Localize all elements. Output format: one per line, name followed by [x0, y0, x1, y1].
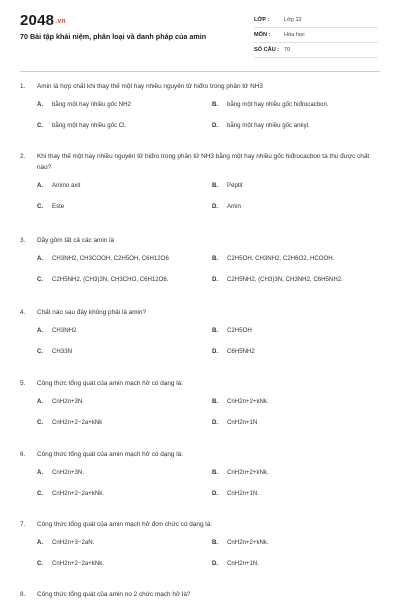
- option-d[interactable]: [212, 203, 241, 210]
- question-7: [20, 519, 380, 574]
- option-text: bằng một hay nhiều gốc Cl.: [52, 122, 127, 129]
- question-text: Công thức tổng quát của amin mạch hở có dạng là:: [37, 451, 183, 458]
- question-text-line: [20, 378, 380, 389]
- option-a[interactable]: [37, 182, 80, 189]
- question-text: Công thức tổng quát của amin no 2 chức mạch hở là?: [37, 591, 191, 598]
- option-d[interactable]: [212, 560, 259, 567]
- option-text: CnH2n+3N.: [52, 469, 85, 476]
- option-text: C2H5OH, CH3NH2, C2H6O2, HCOOH.: [227, 255, 335, 262]
- option-b[interactable]: [212, 327, 252, 334]
- option-a[interactable]: [37, 539, 94, 546]
- option-c[interactable]: [37, 419, 102, 426]
- question-8: [20, 589, 380, 600]
- option-c[interactable]: [37, 348, 72, 355]
- question-number: 8.: [20, 591, 26, 598]
- option-b[interactable]: [212, 101, 329, 108]
- option-b[interactable]: [212, 469, 269, 476]
- answer-options: [20, 389, 380, 433]
- option-a[interactable]: [37, 101, 131, 108]
- answer-options: [20, 92, 380, 136]
- question-number: 1.: [20, 83, 26, 90]
- logo-text: 2048: [20, 12, 55, 29]
- option-label: B.: [212, 539, 219, 546]
- option-d[interactable]: [212, 419, 257, 426]
- answer-options: [20, 318, 380, 362]
- option-text: CnH2n+3−2aN.: [52, 539, 95, 546]
- option-label: C.: [37, 490, 44, 497]
- question-3: [20, 235, 380, 290]
- option-text: Este: [52, 203, 65, 210]
- option-text: CnH2n+3N.: [52, 398, 85, 405]
- option-text: CH3NH2: [52, 327, 77, 334]
- question-text-line: [20, 307, 380, 318]
- meta-key: MÔN :: [254, 32, 271, 38]
- option-text: CnH2n+1N: [227, 419, 258, 426]
- document-header: [0, 0, 400, 70]
- option-d[interactable]: [212, 276, 343, 283]
- meta-value: Lớp 12: [284, 17, 302, 23]
- question-text: Khi thay thế một hay nhiều nguyên tử hiđro trong phân tử NH3 bằng một hay nhiều gốc hiđrocacbon ta thu được chất nào?: [37, 153, 370, 171]
- option-a[interactable]: [37, 398, 84, 405]
- option-d[interactable]: [212, 490, 259, 497]
- meta-row-class: [254, 15, 378, 28]
- option-c[interactable]: [37, 490, 104, 497]
- option-label: B.: [212, 101, 219, 108]
- option-b[interactable]: [212, 539, 269, 546]
- option-label: B.: [212, 469, 219, 476]
- option-c[interactable]: [37, 276, 169, 283]
- answer-options: [20, 530, 380, 574]
- question-number: 4.: [20, 309, 26, 316]
- question-text: Công thức tổng quát của amin mạch hở có dạng là:: [37, 380, 183, 387]
- option-label: C.: [37, 348, 44, 355]
- meta-value: 70: [284, 47, 291, 53]
- option-label: B.: [212, 182, 219, 189]
- document-title: 70 Bài tập khái niệm, phân loại và danh pháp của amin: [20, 32, 207, 41]
- option-text: CH3NH2, CH3COOH, C2H5OH, C6H12O6: [52, 255, 169, 262]
- option-label: C.: [37, 560, 44, 567]
- option-text: Peptit: [227, 182, 243, 189]
- question-6: [20, 449, 380, 504]
- option-text: CnH2n+2−2a+kNk.: [52, 560, 104, 567]
- question-number: 3.: [20, 237, 26, 244]
- question-text-line: [20, 151, 380, 173]
- option-text: C6H5NH2: [227, 348, 255, 355]
- option-label: A.: [37, 101, 44, 108]
- option-text: CnH2n+2+kNk.: [227, 398, 269, 405]
- option-text: CnH2n+1N.: [227, 560, 260, 567]
- option-label: C.: [37, 122, 44, 129]
- option-a[interactable]: [37, 469, 84, 476]
- option-text: CnH2n+2+kNk.: [227, 469, 269, 476]
- question-number: 5.: [20, 380, 26, 387]
- option-text: C2H5NH2, (CH3)3N, CH3CHO, C6H12O6.: [52, 276, 169, 283]
- answer-options: [20, 173, 380, 217]
- option-label: A.: [37, 327, 44, 334]
- option-text: CnH2n+2−2a+kNk.: [52, 490, 104, 497]
- question-text-line: [20, 449, 380, 460]
- question-text-line: [20, 589, 380, 600]
- meta-row-subject: [254, 30, 378, 43]
- option-label: B.: [212, 327, 219, 334]
- option-label: A.: [37, 469, 44, 476]
- option-label: C.: [37, 276, 44, 283]
- option-d[interactable]: [212, 122, 310, 129]
- site-logo[interactable]: [20, 12, 66, 29]
- option-a[interactable]: [37, 327, 76, 334]
- question-text: Amin là hợp chất khi thay thế một hay nhiều nguyên tử hiđro trong phân tử NH3: [37, 83, 263, 90]
- question-text-line: [20, 519, 380, 530]
- option-label: B.: [212, 398, 219, 405]
- option-label: B.: [212, 255, 219, 262]
- question-text: Công thức tổng quát của amin mạch hở đơn chức có dạng là:: [37, 521, 213, 528]
- option-text: C2H5OH: [227, 327, 252, 334]
- option-label: A.: [37, 398, 44, 405]
- option-label: D.: [212, 276, 219, 283]
- question-text: Chất nào sau đây không phải là amin?: [37, 309, 147, 316]
- question-number: 6.: [20, 451, 26, 458]
- option-label: D.: [212, 560, 219, 567]
- meta-key: SỐ CÂU :: [254, 47, 280, 53]
- question-4: [20, 307, 380, 362]
- question-1: [20, 81, 380, 136]
- option-d[interactable]: [212, 348, 255, 355]
- meta-key: LỚP :: [254, 17, 270, 23]
- option-text: bằng một hay nhiều gốc NH2: [52, 101, 131, 108]
- option-label: A.: [37, 255, 44, 262]
- header-divider: [20, 71, 380, 72]
- question-number: 2.: [20, 153, 26, 160]
- option-label: D.: [212, 419, 219, 426]
- meta-row-count: [254, 45, 378, 58]
- option-a[interactable]: [37, 255, 169, 262]
- logo-suffix: .vn: [55, 18, 66, 25]
- meta-value: Hóa học: [284, 32, 305, 38]
- question-text-line: [20, 235, 380, 246]
- option-text: CnH2n+2−2a+kNk: [52, 419, 103, 426]
- option-text: Amino axit: [52, 182, 81, 189]
- question-text-line: [20, 81, 380, 92]
- question-2: [20, 151, 380, 217]
- option-label: D.: [212, 348, 219, 355]
- question-5: [20, 378, 380, 433]
- option-text: bằng một hay nhiều gốc ankyl.: [227, 122, 310, 129]
- option-c[interactable]: [37, 203, 64, 210]
- answer-options: [20, 246, 380, 290]
- option-b[interactable]: [212, 255, 334, 262]
- option-c[interactable]: [37, 560, 104, 567]
- option-text: Amin: [227, 203, 241, 210]
- option-label: D.: [212, 122, 219, 129]
- option-text: C2H5NH2, (CH3)3N, CH3NH2, C6H5NH2.: [227, 276, 343, 283]
- option-text: CnH2n+1N.: [227, 490, 260, 497]
- option-text: CH33N: [52, 348, 72, 355]
- option-label: A.: [37, 182, 44, 189]
- option-c[interactable]: [37, 122, 126, 129]
- option-label: C.: [37, 419, 44, 426]
- answer-options: [20, 460, 380, 504]
- option-label: D.: [212, 203, 219, 210]
- option-label: A.: [37, 539, 44, 546]
- question-number: 7.: [20, 521, 26, 528]
- option-label: C.: [37, 203, 44, 210]
- option-text: CnH2n+2+kNk.: [227, 539, 269, 546]
- option-b[interactable]: [212, 398, 269, 405]
- option-text: bằng một hay nhiều gốc hiđrocacbon.: [227, 101, 329, 108]
- option-label: D.: [212, 490, 219, 497]
- option-b[interactable]: [212, 182, 243, 189]
- question-text: Dãy gồm tất cả các amin là: [37, 237, 115, 244]
